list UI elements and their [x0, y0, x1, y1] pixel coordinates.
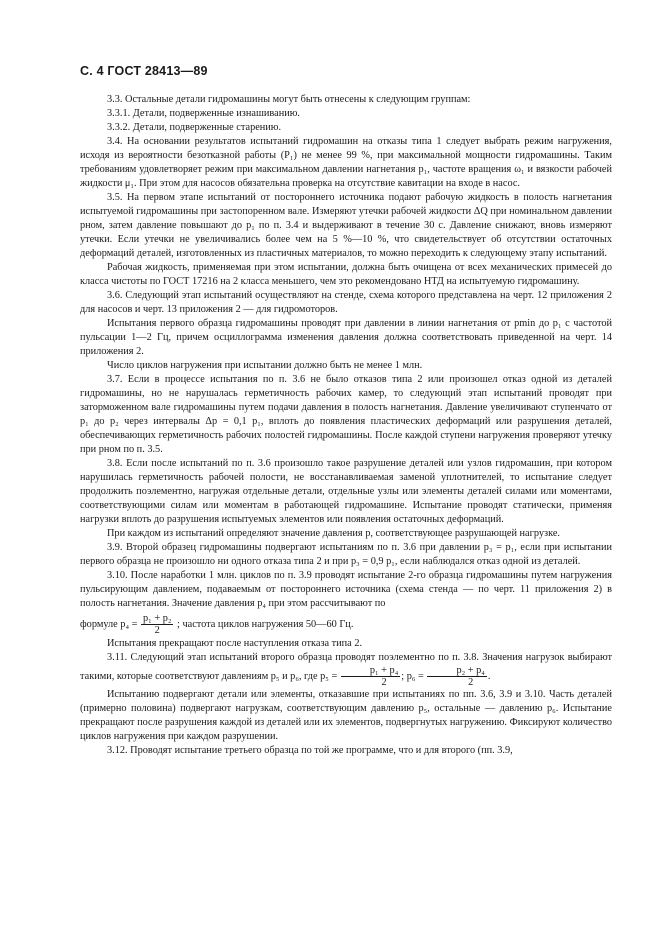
page-header: С. 4 ГОСТ 28413—89 — [80, 64, 208, 78]
formula-separator: ; p₆ = — [401, 670, 424, 682]
paragraph: Число циклов нагружения при испытании должно быть не менее 1 млн. — [107, 360, 423, 371]
paragraph: Испытания первого образца гидромашины проводят при давлении в линии нагнетания от pmin до p₁ с частотой пульсации 1—2 Гц, причем осциллограмма изменения давления должна соответствовать приведенной на черт. 14 приложения 2. — [80, 318, 612, 357]
paragraph: 3.4. На основании результатов испытаний гидромашин на отказы типа 1 следует выбрать режим нагружения, исходя из вероятности безотказной работы (P₁) не менее 99 %, при максимальной мощности гидромашины. Таким требованиям удовлетворяет режим при максимальном давлении нагнетания p₁, частоте вращения ω₁ и вязкости рабочей жидкости μ₁. При этом для насосов обязательна проверка на отсутствие кавитации на входе в насос. — [80, 136, 612, 189]
paragraph: Испытанию подвергают детали или элементы, отказавшие при испытаниях по пп. 3.6, 3.9 и 3.10. Часть деталей (примерно половина) подвергают нагрузкам, соответствующим давлению p₅, остальные — давлению p₆. Испытание прекращают после разрушения каждой из деталей или их элементов, подвергнутых нагружению. Фиксируют количество циклов нагружения при каждом разрушении. — [80, 689, 613, 742]
paragraph-3-11-text: 3.11. Следующий этап испытаний второго образца проводят поэлементно по п. 3.8. Значения нагрузок выбирают такими, которые соответствуют давлениям p₅ и p₆, где p₅ = — [80, 652, 612, 682]
paragraph: 3.3.2. Детали, подверженные старению. — [107, 122, 282, 133]
fraction-numerator: p₂ + p₄ — [427, 665, 486, 677]
paragraph: 3.8. Если после испытаний по п. 3.6 произошло такое разрушение деталей или узлов гидромашин, при котором нарушилась герметичность рабочей полости, не восстанавливаемая заменой уплотнителей, то испытание следует продолжить поэлементно, нагружая отдельные детали, отдельные узлы или элементы деталей силами или моментами, соответствующими силам или моментам в работающей гидромашине. Испытание проводят статически, применяя нагрузки вплоть до разрушения испытуемых элементов или появления остаточных деформаций. — [80, 458, 612, 525]
paragraph: Рабочая жидкость, применяемая при этом испытании, должна быть очищена от всех механических примесей до класса чистоты по ГОСТ 17216 на 2 класса меньшего, чем это рекомендовано НТД на испытуемую гидромашину. — [80, 262, 612, 287]
fraction-numerator: p₁ + p₂ — [143, 613, 172, 624]
paragraph: 3.6. Следующий этап испытаний осуществляют на стенде, схема которого представлена на черт. 12 приложения 2 для насосов и черт. 13 приложения 2 — для гидромоторов. — [80, 290, 612, 315]
paragraph: 3.3.1. Детали, подверженные изнашиванию. — [107, 108, 300, 119]
fraction-denominator: 2 — [381, 677, 387, 688]
paragraph-3-11 — [80, 651, 612, 688]
paragraph: 3.9. Второй образец гидромашины подвергают испытаниям по п. 3.6 при давлении p₃ = p₁, если при испытании первого образца не произошло ни одного отказа типа 2 и при p₃ = 0,9 p₁, если наблюдался отказ одной из деталей. — [80, 542, 612, 567]
formula-suffix: ; частота циклов нагружения 50—60 Гц. — [177, 618, 354, 630]
fraction-denominator: 2 — [154, 625, 160, 636]
paragraph: 3.5. На первом этапе испытаний от постороннего источника подают рабочую жидкость в полость нагнетания испытуемой гидромашины при застопоренном вале. Измеряют утечки рабочей жидкости ΔQ при номинальном давлении pном, затем давление повышают до p₁ по п. 3.4 и выдерживают в течение 30 с. Давление снижают, вновь измеряют утечки. Если утечки не увеличивались более чем на 5 %—10 %, что свидетельствует об отсутствии остаточных деформаций деталей, изготовленных из пластичных материалов, то можно переходить к следующему этапу испытаний. — [80, 192, 612, 259]
fraction-p6 — [427, 665, 486, 688]
formula-prefix: формуле p₄ = — [80, 618, 138, 630]
formula-p4-line — [80, 613, 612, 636]
fraction-denominator: 2 — [468, 677, 474, 688]
document-body — [80, 93, 612, 758]
paragraph: 3.3. Остальные детали гидромашины могут быть отнесены к следующим группам: — [107, 94, 471, 105]
paragraph: 3.10. После наработки 1 млн. циклов по п. 3.9 проводят испытание 2-го образца гидромашины путем нагружения пульсирующим давлением, подаваемым от постороннего источника (схема стенда — по черт. 11 приложения 2) в полость нагнетания. Значение давления p₄ при этом рассчитывают по — [80, 570, 612, 609]
fraction-numerator: p₁ + p₄ — [341, 665, 400, 677]
fraction-p4 — [141, 613, 173, 636]
fraction-p5 — [341, 665, 400, 688]
paragraph: 3.7. Если в процессе испытания по п. 3.6 не было отказов типа 2 или произошел отказ одной из деталей гидромашины, но не нарушалась герметичность рабочих камер, то следующий этап испытаний проводят при заторможенном вале гидромашины путем подачи давления в полость нагнетания. Давление увеличивают ступенчато от p₁ до p₂ через интервалы Δp = 0,1 p₁, вплоть до появления пластических деформаций или разрушения деталей, обеспечивающих герметичность рабочих полостей гидромашины. После каждой ступени нагружения проверяют утечку при pном по п. 3.5. — [80, 374, 612, 455]
paragraph: Испытания прекращают после наступления отказа типа 2. — [107, 638, 363, 649]
paragraph: При каждом из испытаний определяют значение давления p, соответствующее разрушающей нагрузке. — [107, 528, 560, 539]
paragraph: 3.12. Проводят испытание третьего образца по той же программе, что и для второго (пп. 3.9, — [107, 745, 513, 756]
formula-end: . — [487, 670, 491, 682]
